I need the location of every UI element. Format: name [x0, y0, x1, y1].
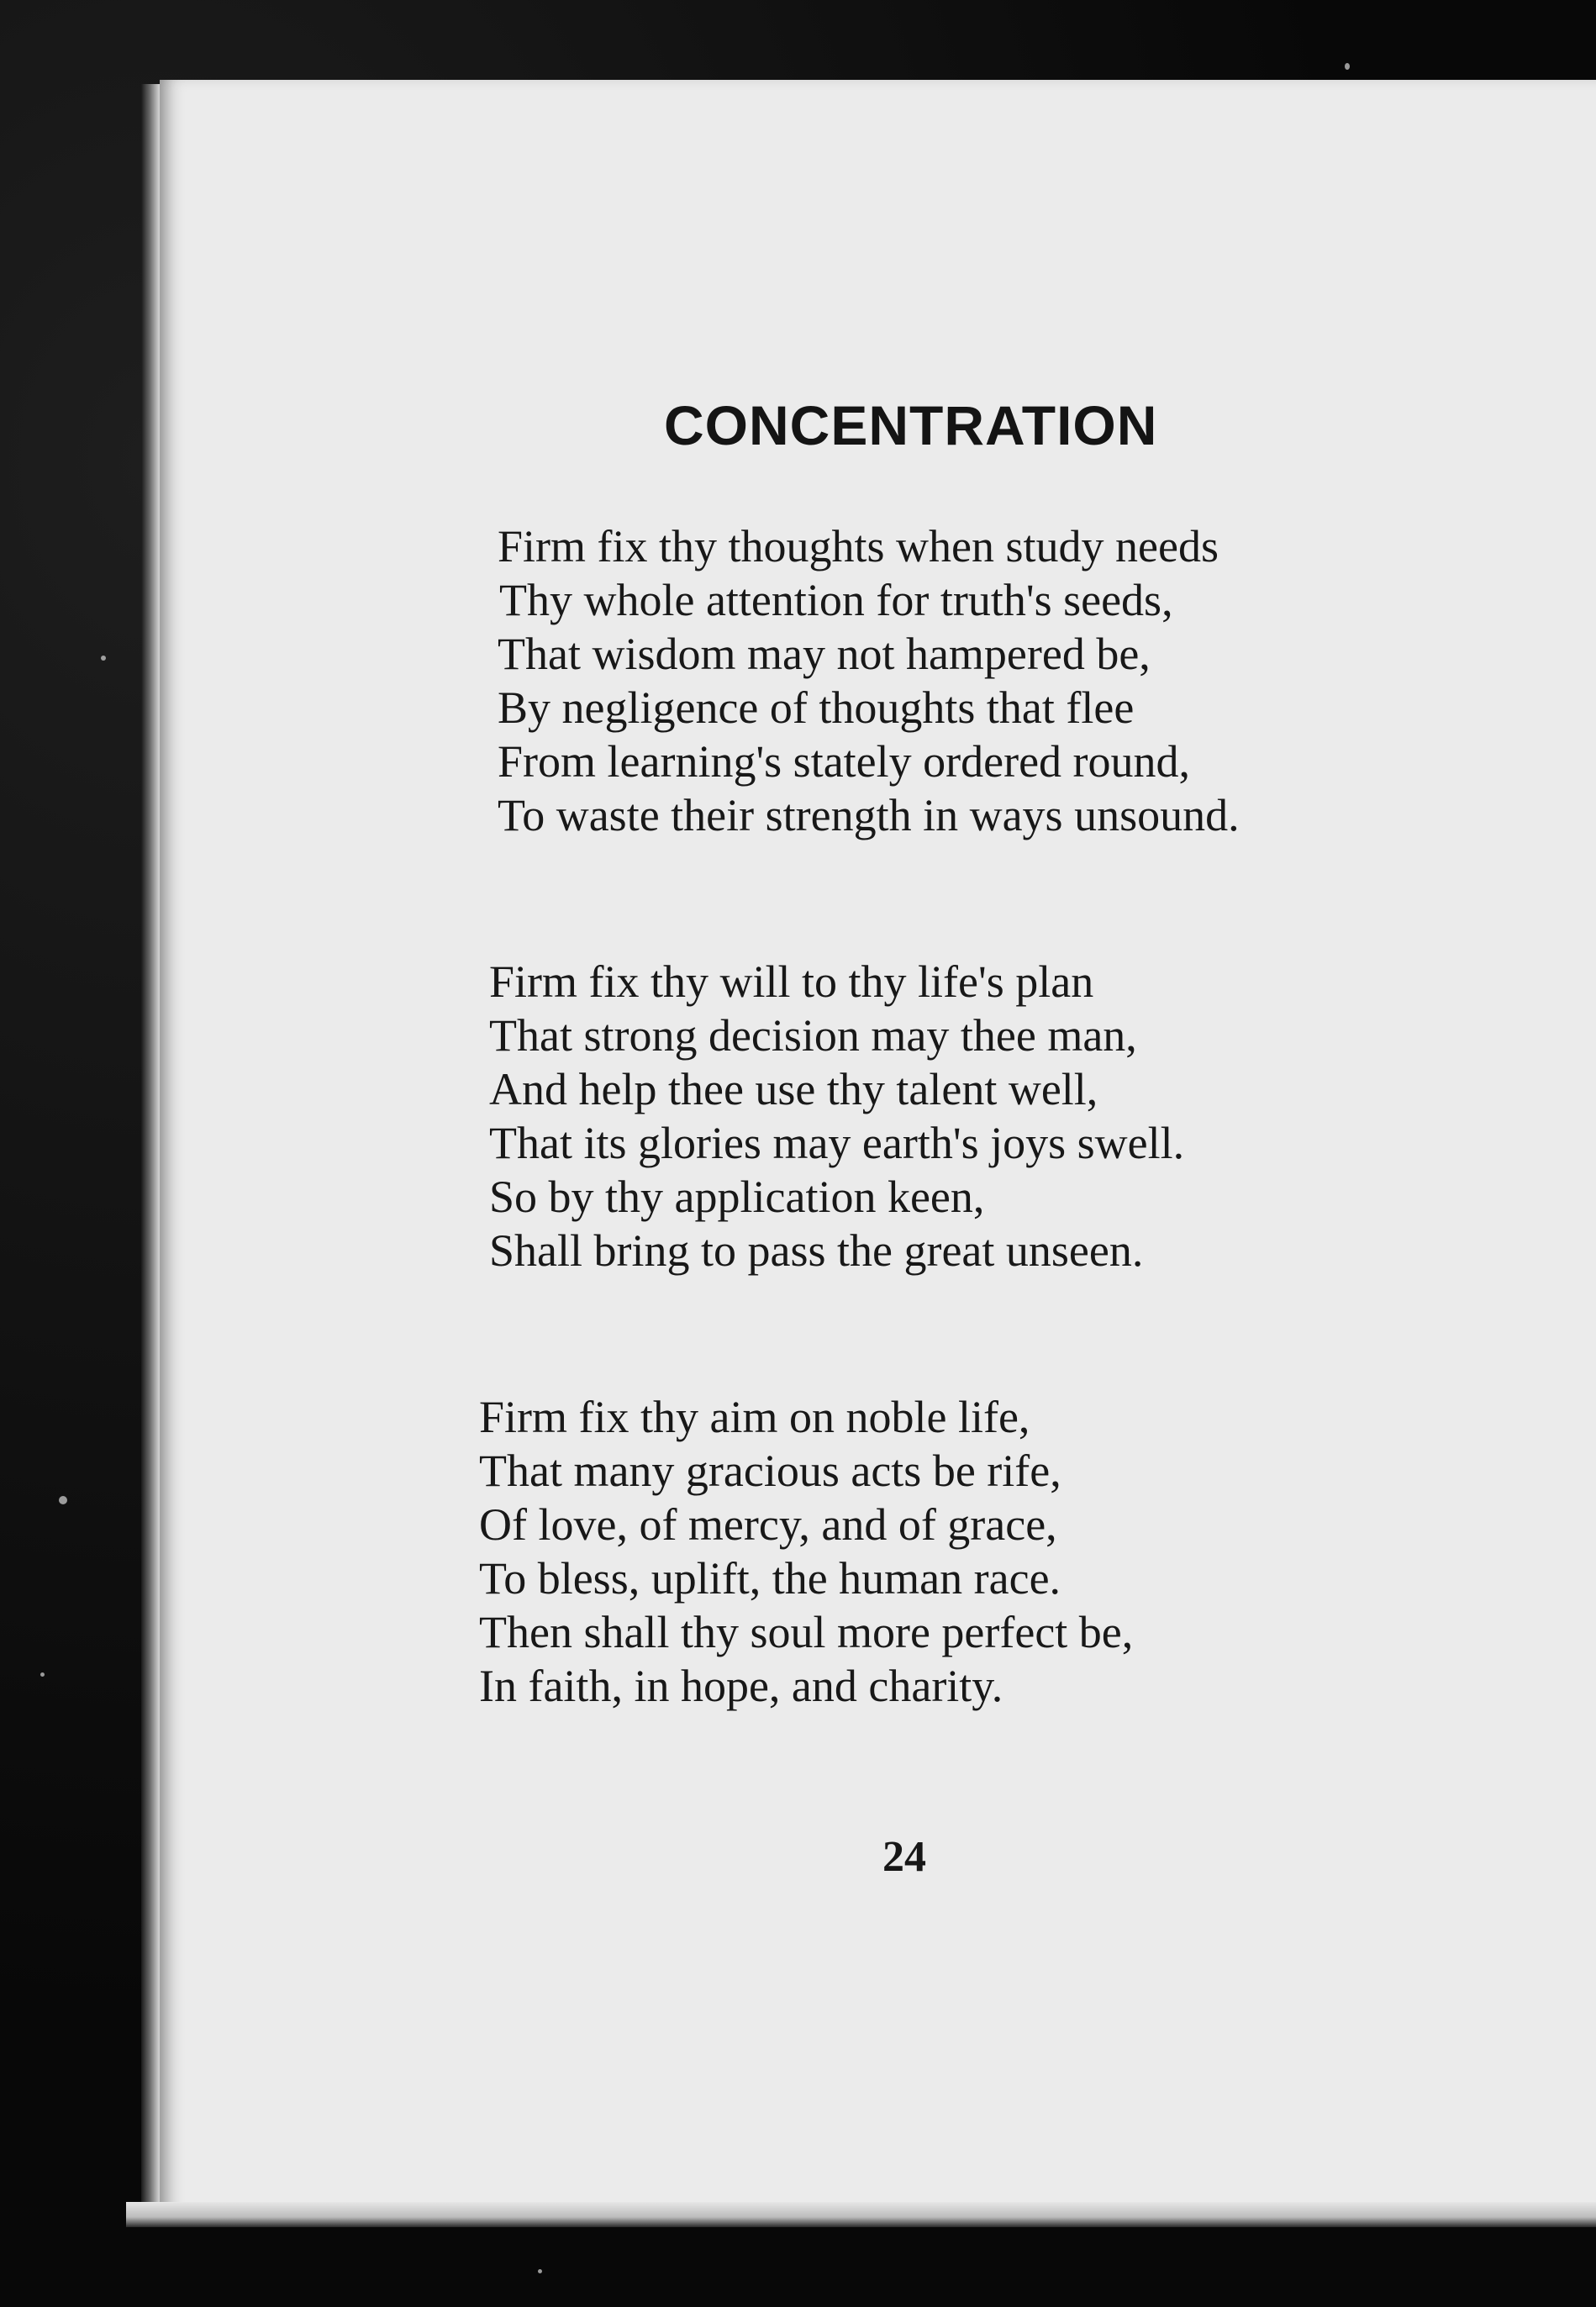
page-number: 24 — [882, 1833, 926, 1881]
stanza — [479, 1390, 1133, 1713]
stanza — [498, 519, 1240, 842]
poem-line: Thy whole attention for truth's seeds, — [499, 575, 1173, 625]
poem-line: That wisdom may not hampered be, — [498, 629, 1151, 679]
poem-line: So by thy application keen, — [489, 1172, 985, 1222]
dust-speck — [101, 656, 106, 661]
poem-title: CONCENTRATION — [664, 394, 1158, 456]
poem-line: In faith, in hope, and charity. — [479, 1661, 1003, 1711]
stanza — [489, 955, 1184, 1277]
dust-speck — [59, 1496, 67, 1504]
poem-line: Firm fix thy will to thy life's plan — [489, 956, 1094, 1007]
page-bottom-edge — [126, 2202, 1596, 2227]
poem-line: Of love, of mercy, and of grace, — [479, 1499, 1057, 1550]
poem-line: To bless, uplift, the human race. — [479, 1553, 1061, 1604]
poem-line: That many gracious acts be rife, — [479, 1446, 1061, 1496]
poem-line: By negligence of thoughts that flee — [498, 682, 1135, 733]
poem-line: And help thee use thy talent well, — [489, 1064, 1098, 1114]
dust-speck — [538, 2269, 542, 2273]
dust-speck — [40, 1672, 45, 1677]
poem-line: From learning's stately ordered round, — [498, 736, 1191, 787]
poem-line: That strong decision may thee man, — [489, 1010, 1137, 1061]
poem-line: Firm fix thy thoughts when study needs — [498, 521, 1219, 571]
poem-line: Shall bring to pass the great unseen. — [489, 1225, 1144, 1276]
poem-line: Firm fix thy aim on noble life, — [479, 1392, 1030, 1442]
poem-line: To waste their strength in ways unsound. — [498, 790, 1240, 840]
dust-speck — [1345, 63, 1350, 70]
poem-line: That its glories may earth's joys swell. — [489, 1118, 1185, 1168]
poem-line: Then shall thy soul more perfect be, — [479, 1607, 1134, 1657]
